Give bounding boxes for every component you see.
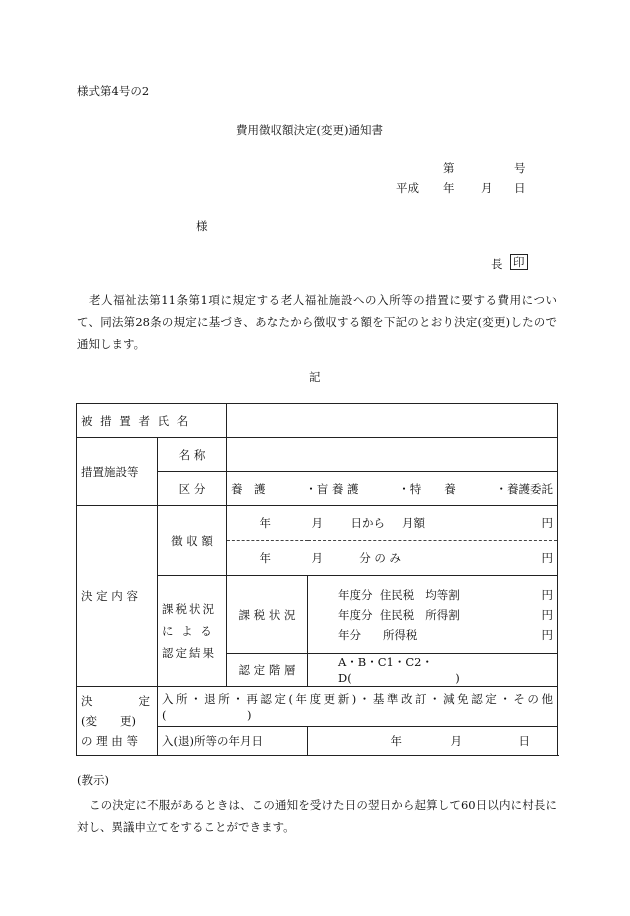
tax-line-yen: 円: [541, 587, 553, 602]
name-label: 被 措 置 者 氏 名: [81, 413, 191, 428]
entry-year: 年: [390, 734, 402, 748]
amount-label-cell: [158, 506, 227, 576]
tax-line: [338, 625, 553, 645]
stage-value-cell: [308, 654, 558, 687]
doc-number-suffix: 号: [514, 161, 526, 175]
reason-text-cell: [158, 687, 558, 727]
decision-label-cell: [77, 506, 158, 687]
reason-label-line: の 理 由 等: [81, 734, 138, 748]
issuer-title: 長: [491, 257, 503, 271]
date-day: 日: [514, 181, 526, 195]
document-title: 費用徴収額決定(変更)通知書: [236, 123, 383, 137]
facility-type-option: ・養護委託: [495, 481, 553, 496]
ki-heading: 記: [309, 370, 321, 384]
facility-type-label: 区 分: [178, 481, 206, 496]
amount-only-year: 年: [259, 551, 271, 565]
decision-label: 決 定 内 容: [81, 589, 138, 603]
tax-line-year: 年度分: [338, 607, 373, 622]
facility-label: 措置施設等: [81, 464, 139, 479]
facility-name-value[interactable]: [227, 438, 558, 472]
tax-line-tax: 住民税: [379, 607, 415, 622]
tax-result-label-line: 認定結果: [162, 646, 216, 660]
body-paragraph: 老人福祉法第11条第1項に規定する老人福祉施設への入所等の措置に要する費用について、同法第28条の規定に基づき、あなたから徴収する額を下記のとおり決定(変更)したので通知します。: [77, 293, 557, 351]
addressee-suffix: 様: [196, 219, 208, 233]
amount-yen: 円: [541, 516, 553, 530]
tax-line-yen: 円: [541, 607, 553, 622]
amount-row-2: [227, 541, 558, 576]
tax-line-kind: 所得割: [425, 607, 460, 622]
date-year: 年: [443, 181, 455, 195]
amount-monthly: 月額: [402, 516, 425, 530]
facility-type-option: ・特 養: [398, 481, 456, 496]
stage-value: A・B・C1・C2・D( ): [338, 655, 460, 685]
entry-date-label-cell: [158, 727, 308, 756]
tax-line-tax: 所得税: [382, 627, 418, 642]
date-month: 月: [481, 181, 493, 195]
tax-result-label-cell: [158, 576, 227, 687]
notice-heading: (教示): [77, 773, 109, 787]
amount-year: 年: [259, 516, 271, 530]
tax-result-label-line: に よ る: [162, 624, 214, 638]
facility-type-option: ・盲 養 護: [305, 481, 359, 496]
tax-line: [338, 585, 553, 605]
stage-label: 認 定 階 層: [238, 663, 296, 677]
tax-status-label-cell: [227, 576, 308, 654]
entry-day: 日: [518, 734, 530, 748]
doc-number-prefix: 第: [443, 161, 455, 175]
tax-line-kind: 均等割: [425, 587, 460, 602]
decision-table: [76, 403, 558, 756]
amount-row-1: [227, 506, 558, 541]
amount-only-label: 分 の み: [359, 551, 401, 565]
facility-name-label-cell: [158, 438, 227, 472]
name-label-cell: [77, 404, 227, 438]
seal-mark: 印: [510, 254, 528, 270]
tax-lines-cell: [308, 576, 558, 654]
entry-month: 月: [450, 734, 462, 748]
tax-result-label-line: 課税状況: [162, 602, 216, 616]
name-value-cell[interactable]: [227, 404, 558, 438]
tax-line-yen: 円: [541, 627, 553, 642]
tax-status-label: 課 税 状 況: [238, 607, 296, 622]
reason-label-line: (変 更): [81, 714, 136, 728]
notice-text: この決定に不服があるときは、この通知を受けた日の翌日から起算して60日以内に村長に対し、異議申立てをすることができます。: [77, 798, 557, 834]
reason-label-cell: [77, 687, 158, 756]
amount-only-yen: 円: [541, 551, 553, 565]
reason-text: 入所・退所・再認定(年度更新)・基準改訂・減免認定・その他( ): [162, 691, 553, 722]
facility-type-option: 養 護: [231, 481, 266, 496]
facility-type-label-cell: [158, 472, 227, 506]
amount-from: 日から: [350, 516, 385, 530]
form-number: 様式第4号の2: [77, 84, 150, 98]
facility-name-label: 名 称: [178, 447, 206, 462]
tax-line-year: 年度分: [338, 587, 373, 602]
facility-label-cell: [77, 438, 158, 506]
facility-type-value: [227, 472, 558, 506]
entry-date-value[interactable]: [308, 727, 558, 756]
tax-line: [338, 605, 553, 625]
entry-date-label: 入(退)所等の年月日: [162, 734, 263, 748]
tax-line-tax: 住民税: [379, 587, 415, 602]
amount-label: 徴 収 額: [171, 533, 213, 548]
date-era: 平成: [396, 181, 419, 195]
reason-label-line: 決 定: [81, 694, 150, 708]
stage-label-cell: [227, 654, 308, 687]
amount-only-month: 月: [311, 551, 323, 565]
tax-line-year: 年分: [338, 627, 361, 642]
amount-month: 月: [311, 516, 323, 530]
